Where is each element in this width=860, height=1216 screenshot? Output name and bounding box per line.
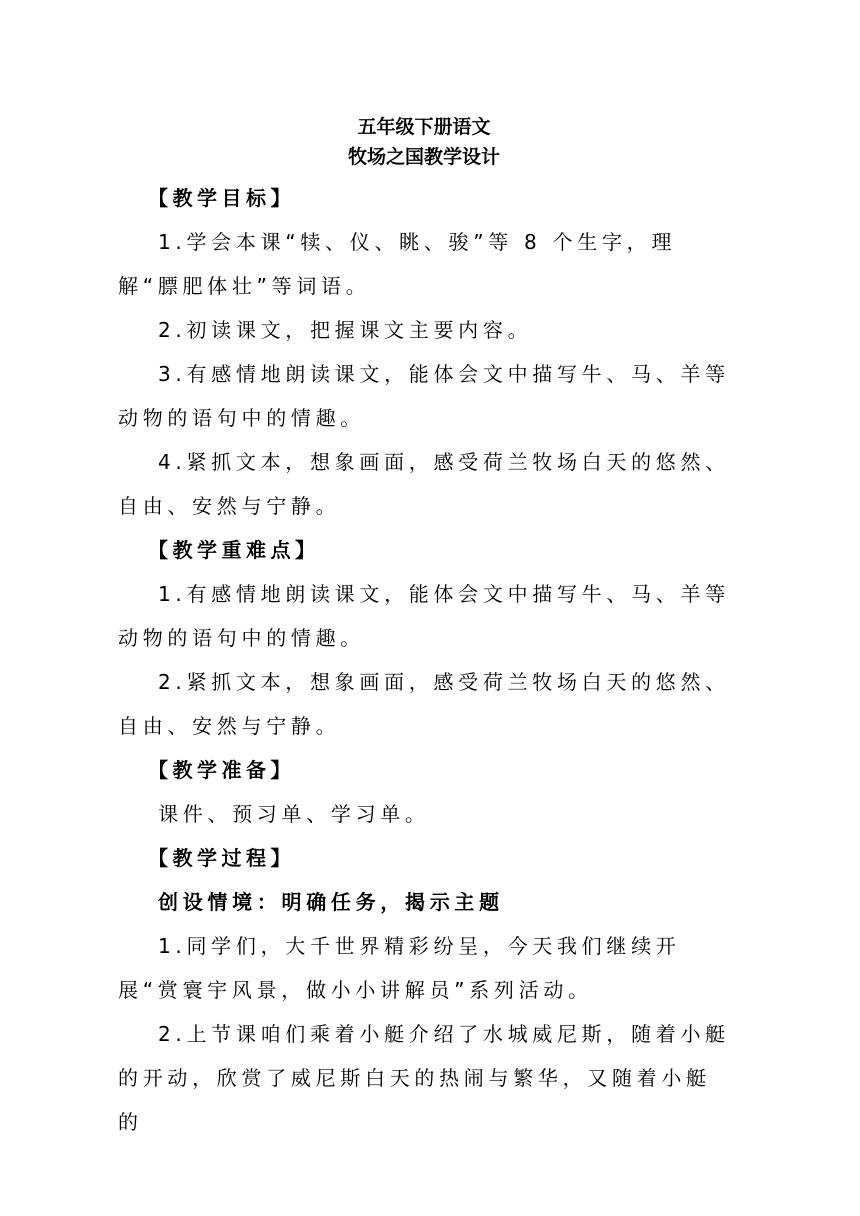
section-heading-goals: 【教学目标】	[148, 186, 295, 210]
section-heading-keypoints: 【教学重难点】	[148, 538, 320, 562]
title-block	[118, 112, 730, 172]
process-item-2: 2.上节课咱们乘着小艇介绍了水城威尼斯，随着小艇的开动，欣赏了威尼斯白天的热闹与繁华，又随着小艇的	[118, 1022, 730, 1134]
section-heading-prep: 【教学准备】	[148, 758, 295, 782]
goal-item-4: 4.紧抓文本，想象画面，感受荷兰牧场白天的悠然、自由、安然与宁静。	[118, 450, 730, 518]
process-subheading: 创设情境：明确任务，揭示主题	[158, 890, 504, 914]
goal-item-2: 2.初读课文，把握课文主要内容。	[158, 318, 533, 342]
goal-item-1: 1.学会本课“犊、仪、眺、骏”等 8 个生字，理解“膘肥体壮”等词语。	[118, 230, 677, 298]
document-title-grade: 五年级下册语文	[357, 116, 491, 138]
process-item-1: 1.同学们，大千世界精彩纷呈，今天我们继续开展“赏寰宇风景，做小小讲解员”系列活动。	[118, 934, 681, 1002]
document-body	[118, 112, 730, 1144]
keypoint-item-1: 1.有感情地朗读课文，能体会文中描写牛、马、羊等动物的语句中的情趣。	[118, 582, 730, 650]
keypoint-item-2: 2.紧抓文本，想象画面，感受荷兰牧场白天的悠然、自由、安然与宁静。	[118, 670, 730, 738]
section-heading-process: 【教学过程】	[148, 846, 295, 870]
document-title-lesson: 牧场之国教学设计	[347, 146, 500, 168]
prep-text: 课件、预习单、学习单。	[158, 802, 430, 826]
goal-item-3: 3.有感情地朗读课文，能体会文中描写牛、马、羊等动物的语句中的情趣。	[118, 362, 730, 430]
